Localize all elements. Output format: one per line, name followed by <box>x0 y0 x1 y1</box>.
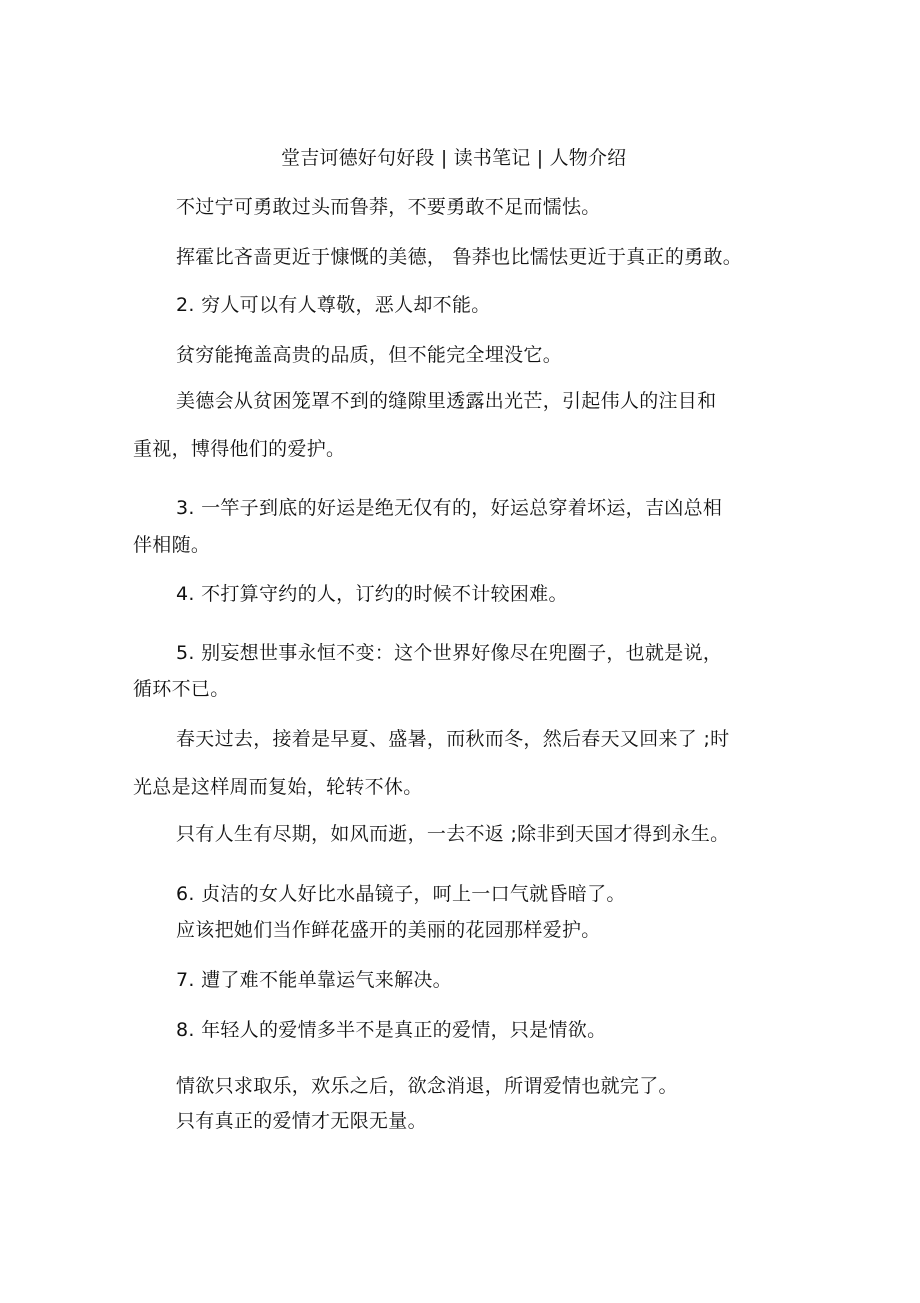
text-line: 3. 一竿子到底的好运是绝无仅有的，好运总穿着坏运，吉凶总相 <box>176 497 723 519</box>
text-line: 4. 不打算守约的人，订约的时候不计较困难。 <box>176 583 568 605</box>
text-line: 贫穷能掩盖高贵的品质，但不能完全埋没它。 <box>176 344 563 366</box>
text-line: 重视，博得他们的爱护。 <box>133 438 346 460</box>
text-line: 5. 别妄想世事永恒不变：这个世界好像尽在兜圈子，也就是说， <box>176 642 723 664</box>
text-line: 不过宁可勇敢过头而鲁莽，不要勇敢不足而懦怯。 <box>176 196 601 218</box>
text-line: 8. 年轻人的爱情多半不是真正的爱情，只是情欲。 <box>176 1019 607 1041</box>
text-line: 6. 贞洁的女人好比水晶镜子，呵上一口气就昏暗了。 <box>176 883 626 905</box>
text-line: 挥霍比吝啬更近于慷慨的美德， 鲁莽也比懦怯更近于真正的勇敢。 <box>176 246 743 268</box>
text-line: 只有人生有尽期，如风而逝，一去不返 ;除非到天国才得到永生。 <box>176 823 730 845</box>
text-line: 2. 穷人可以有人尊敬，恶人却不能。 <box>176 294 491 316</box>
text-line: 循环不已。 <box>133 678 230 700</box>
text-line: 7. 遭了难不能单靠运气来解决。 <box>176 969 452 991</box>
text-line: 春天过去，接着是早夏、盛暑，而秋而冬，然后春天又回来了 ;时 <box>176 728 730 750</box>
text-line: 伴相随。 <box>133 534 211 556</box>
page-title: 堂吉诃德好句好段 | 读书笔记 | 人物介绍 <box>281 147 627 169</box>
text-line: 只有真正的爱情才无限无量。 <box>176 1110 427 1132</box>
text-line: 美德会从贫困笼罩不到的缝隙里透露出光芒，引起伟人的注目和 <box>176 390 717 412</box>
text-line: 情欲只求取乐，欢乐之后，欲念消退，所谓爱情也就完了。 <box>176 1075 678 1097</box>
text-line: 光总是这样周而复始，轮转不休。 <box>133 776 423 798</box>
text-line: 应该把她们当作鲜花盛开的美丽的花园那样爱护。 <box>176 919 601 941</box>
